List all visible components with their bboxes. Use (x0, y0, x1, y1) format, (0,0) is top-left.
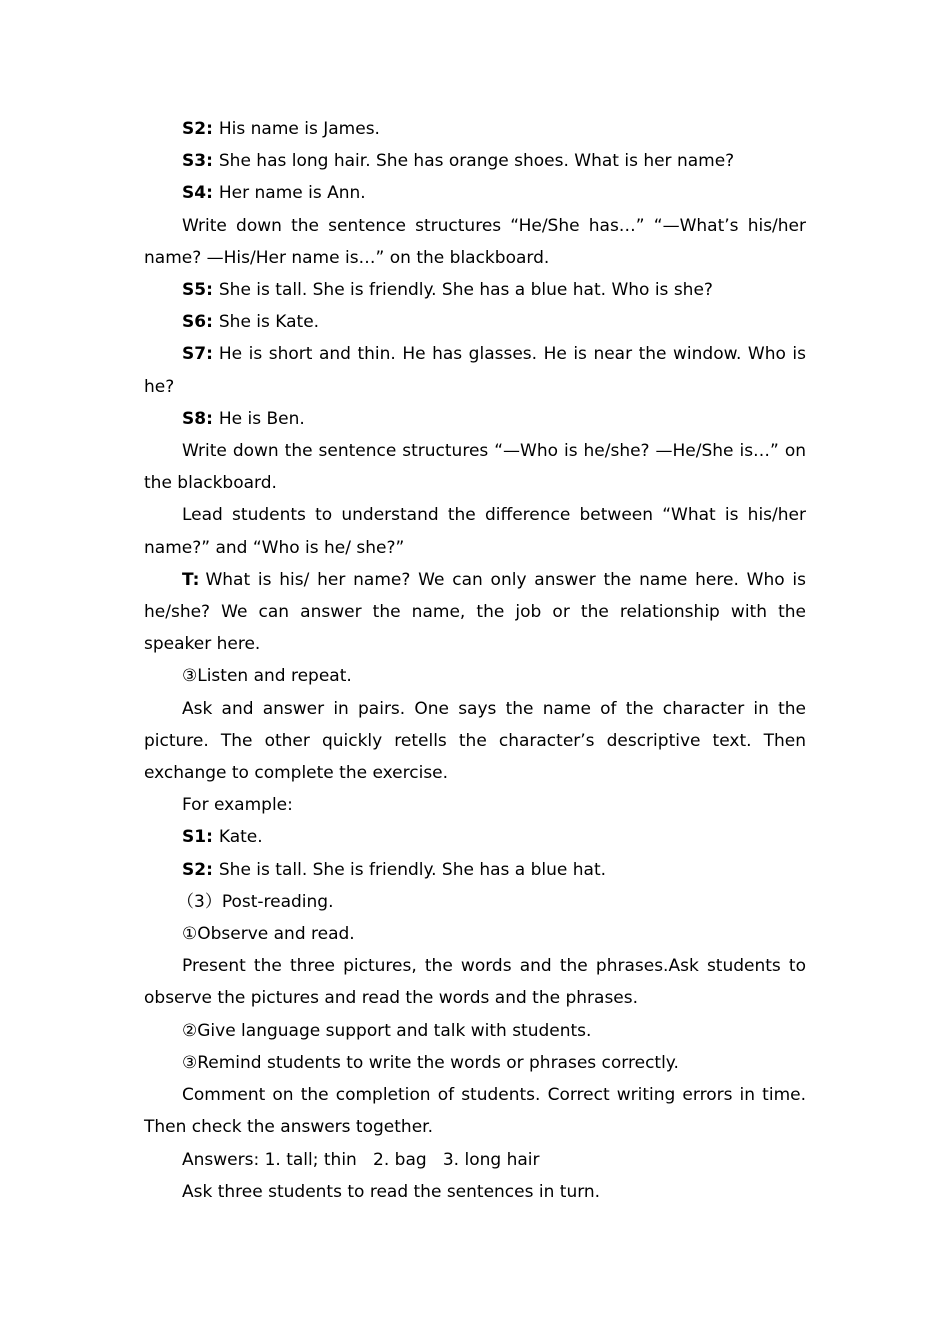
paragraph (144, 306, 806, 338)
paragraph (144, 1176, 806, 1208)
paragraph (144, 435, 806, 499)
speaker-label: T: (182, 569, 200, 590)
paragraph-text: His name is James. (218, 119, 380, 139)
paragraph-text: ②Give language support and talk with students. (182, 1020, 592, 1041)
paragraph-text: （3）Post-reading. (177, 891, 334, 912)
section-heading (144, 886, 806, 918)
paragraph (144, 338, 806, 402)
paragraph (144, 1015, 806, 1047)
paragraph (144, 403, 806, 435)
paragraph-text: She has long hair. She has orange shoes. What is her name? (218, 151, 735, 172)
paragraph (144, 1079, 806, 1143)
paragraph (144, 113, 806, 145)
speaker-label: S2: (182, 859, 213, 880)
paragraph-text: Lead students to understand the difference between “What is his/her name?” and “Who is he/ she?” (144, 505, 806, 558)
speaker-label: S1: (182, 827, 213, 848)
paragraph (144, 821, 806, 853)
document-body (144, 113, 806, 1208)
paragraph (144, 177, 806, 209)
paragraph-text: She is Kate. (218, 312, 320, 333)
paragraph (144, 854, 806, 886)
paragraph-text: Write down the sentence structures “—Who is he/she? —He/She is…” on the blackboard. (144, 441, 806, 494)
paragraph-text: ③Listen and repeat. (182, 666, 352, 687)
paragraph-text: Answers: 1. tall; thin 2. bag 3. long hair (182, 1149, 540, 1170)
paragraph (144, 499, 806, 563)
paragraph (144, 145, 806, 177)
paragraph-text: ①Observe and read. (182, 924, 355, 945)
paragraph (144, 1144, 806, 1176)
paragraph-text: She is tall. She is friendly. She has a blue hat. Who is she? (218, 280, 713, 301)
speaker-label: S8: (182, 408, 213, 429)
paragraph-text: Ask and answer in pairs. One says the name of the character in the picture. The other quickly retells the character’s descriptive text. Then exchange to complete the exercise. (144, 698, 806, 784)
paragraph (144, 274, 806, 306)
paragraph (144, 1047, 806, 1079)
paragraph (144, 564, 806, 661)
speaker-label: S4: (182, 183, 213, 204)
paragraph (144, 660, 806, 692)
speaker-label: S7: (182, 344, 213, 365)
paragraph (144, 918, 806, 950)
paragraph-text: Her name is Ann. (218, 183, 366, 204)
paragraph-text: Kate. (218, 827, 263, 848)
paragraph (144, 950, 806, 1014)
paragraph-text: For example: (182, 795, 293, 816)
paragraph-text: He is short and thin. He has glasses. He is near the window. Who is he? (144, 344, 806, 397)
paragraph-text: What is his/ her name? We can only answer the name here. Who is he/she? We can answer the name, the job or the relationship with the speaker here. (144, 569, 806, 655)
paragraph (144, 789, 806, 821)
paragraph-text: Write down the sentence structures “He/She has…” “—What’s his/her name? —His/Her name is…” on the blackboard. (144, 215, 806, 268)
speaker-label: S5: (182, 280, 213, 301)
paragraph-text: Present the three pictures, the words and the phrases.Ask students to observe the pictures and read the words and the phrases. (144, 956, 806, 1009)
paragraph (144, 210, 806, 274)
paragraph-text: He is Ben. (218, 408, 305, 429)
speaker-label: S6: (182, 312, 213, 333)
paragraph (144, 693, 806, 790)
speaker-label: S2: (182, 119, 213, 139)
paragraph-text: ③Remind students to write the words or phrases correctly. (182, 1052, 679, 1073)
paragraph-text: She is tall. She is friendly. She has a blue hat. (218, 859, 607, 880)
paragraph-text: Ask three students to read the sentences in turn. (182, 1181, 601, 1202)
paragraph-text: Comment on the completion of students. Correct writing errors in time. Then check the answers together. (144, 1085, 806, 1138)
speaker-label: S3: (182, 151, 213, 172)
